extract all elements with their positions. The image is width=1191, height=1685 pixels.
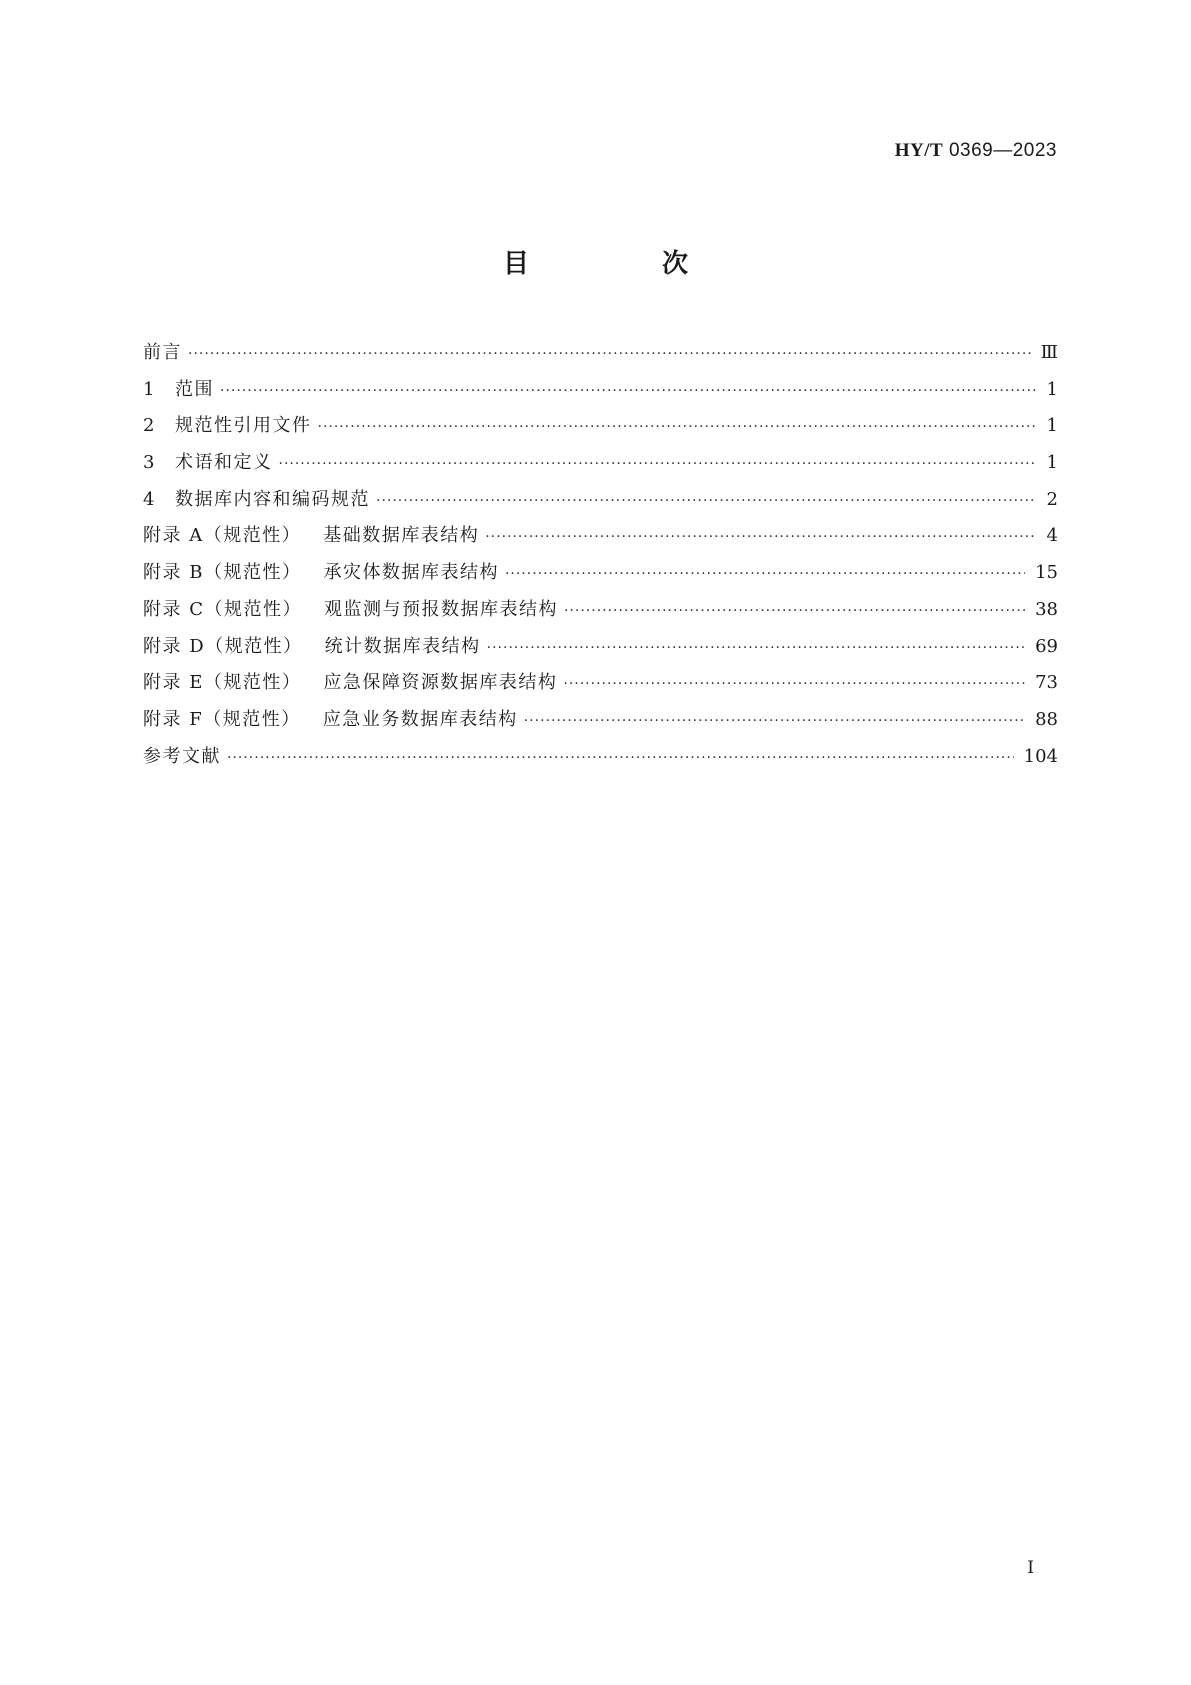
toc-entry-annex-f[interactable] <box>143 705 1058 742</box>
toc-entry-page: 1 <box>1046 415 1058 437</box>
toc-annex-title: 应急业务数据库表结构 <box>322 708 518 730</box>
toc-entry-database-content[interactable] <box>143 485 1058 522</box>
toc-leader-dots <box>220 383 1036 399</box>
toc-annex-title: 承灾体数据库表结构 <box>323 562 499 584</box>
toc-entry-label: 前言 <box>143 342 182 363</box>
toc-entry-annex-e[interactable] <box>143 668 1058 705</box>
toc-entry-label: 参考文献 <box>143 745 221 767</box>
toc-annex-title: 应急保障资源数据库表结构 <box>323 672 558 694</box>
toc-leader-dots <box>563 676 1025 692</box>
toc-leader-dots <box>188 346 1031 362</box>
toc-entry-page: 15 <box>1035 562 1058 584</box>
toc-annex-title: 基础数据库表结构 <box>323 525 480 547</box>
toc-entry-page: 69 <box>1035 635 1058 657</box>
toc-leader-dots <box>505 566 1025 582</box>
toc-annex-prefix: 附录 A（规范性） <box>143 525 302 547</box>
toc-entry-page: 4 <box>1046 525 1058 547</box>
toc-leader-dots <box>376 493 1036 509</box>
toc-annex-prefix: 附录 B（规范性） <box>143 562 302 584</box>
toc-entry-bibliography[interactable] <box>143 742 1058 779</box>
toc-entry-number: 4 <box>143 488 155 510</box>
toc-entry-label <box>143 705 524 731</box>
toc-entry-page: 38 <box>1035 598 1058 620</box>
toc-entry-number: 1 <box>143 378 155 400</box>
toc-entry-label <box>143 558 505 584</box>
toc-annex-prefix: 附录 E（规范性） <box>143 672 302 694</box>
toc-entry-page: 104 <box>1023 745 1058 767</box>
toc-entry-page: 2 <box>1046 488 1058 510</box>
toc-leader-dots <box>279 456 1037 472</box>
toc-annex-prefix: 附录 F（规范性） <box>143 708 301 730</box>
toc-entry-normative-references[interactable] <box>143 411 1058 448</box>
page-title: 目 次 <box>502 249 751 279</box>
toc-entry-label <box>143 521 485 547</box>
toc-entry-annex-c[interactable] <box>143 595 1058 632</box>
toc-entry-label: 数据库内容和编码规范 <box>175 488 370 510</box>
toc-entry-label <box>143 595 564 621</box>
page-number: Ⅰ <box>1027 1558 1034 1578</box>
toc-entry-foreword[interactable] <box>143 338 1058 375</box>
toc-annex-prefix: 附录 D（规范性） <box>143 635 303 657</box>
toc-leader-dots <box>485 529 1036 545</box>
toc-entry-page: Ⅲ <box>1040 342 1058 363</box>
toc-annex-title: 统计数据库表结构 <box>324 635 481 657</box>
toc-entry-label: 术语和定义 <box>175 452 273 474</box>
toc-leader-dots <box>487 640 1025 656</box>
toc-leader-dots <box>524 713 1025 729</box>
toc-entry-page: 1 <box>1046 378 1058 400</box>
toc-entry-label <box>143 668 563 694</box>
toc-entry-annex-a[interactable] <box>143 521 1058 558</box>
toc-annex-prefix: 附录 C（规范性） <box>143 598 302 620</box>
toc-leader-dots <box>564 603 1025 619</box>
toc-entry-page: 1 <box>1046 452 1058 474</box>
toc-annex-title: 观监测与预报数据库表结构 <box>324 598 558 620</box>
toc-entry-label: 规范性引用文件 <box>175 415 312 437</box>
toc-entry-page: 88 <box>1035 708 1058 730</box>
toc-entry-scope[interactable] <box>143 375 1058 412</box>
toc-entry-annex-b[interactable] <box>143 558 1058 595</box>
toc-entry-label <box>143 632 487 658</box>
toc-entry-page: 73 <box>1035 672 1058 694</box>
toc-entry-number: 2 <box>143 415 155 437</box>
table-of-contents <box>143 338 1058 778</box>
standard-number: 0369—2023 <box>948 140 1057 161</box>
toc-entry-label: 范围 <box>175 378 214 400</box>
toc-entry-number: 3 <box>143 452 155 474</box>
standard-prefix: HY/T <box>894 140 944 161</box>
standard-code <box>895 140 1057 162</box>
toc-entry-annex-d[interactable] <box>143 632 1058 669</box>
toc-leader-dots <box>318 419 1037 435</box>
toc-leader-dots <box>227 750 1014 766</box>
toc-entry-terms-definitions[interactable] <box>143 448 1058 485</box>
